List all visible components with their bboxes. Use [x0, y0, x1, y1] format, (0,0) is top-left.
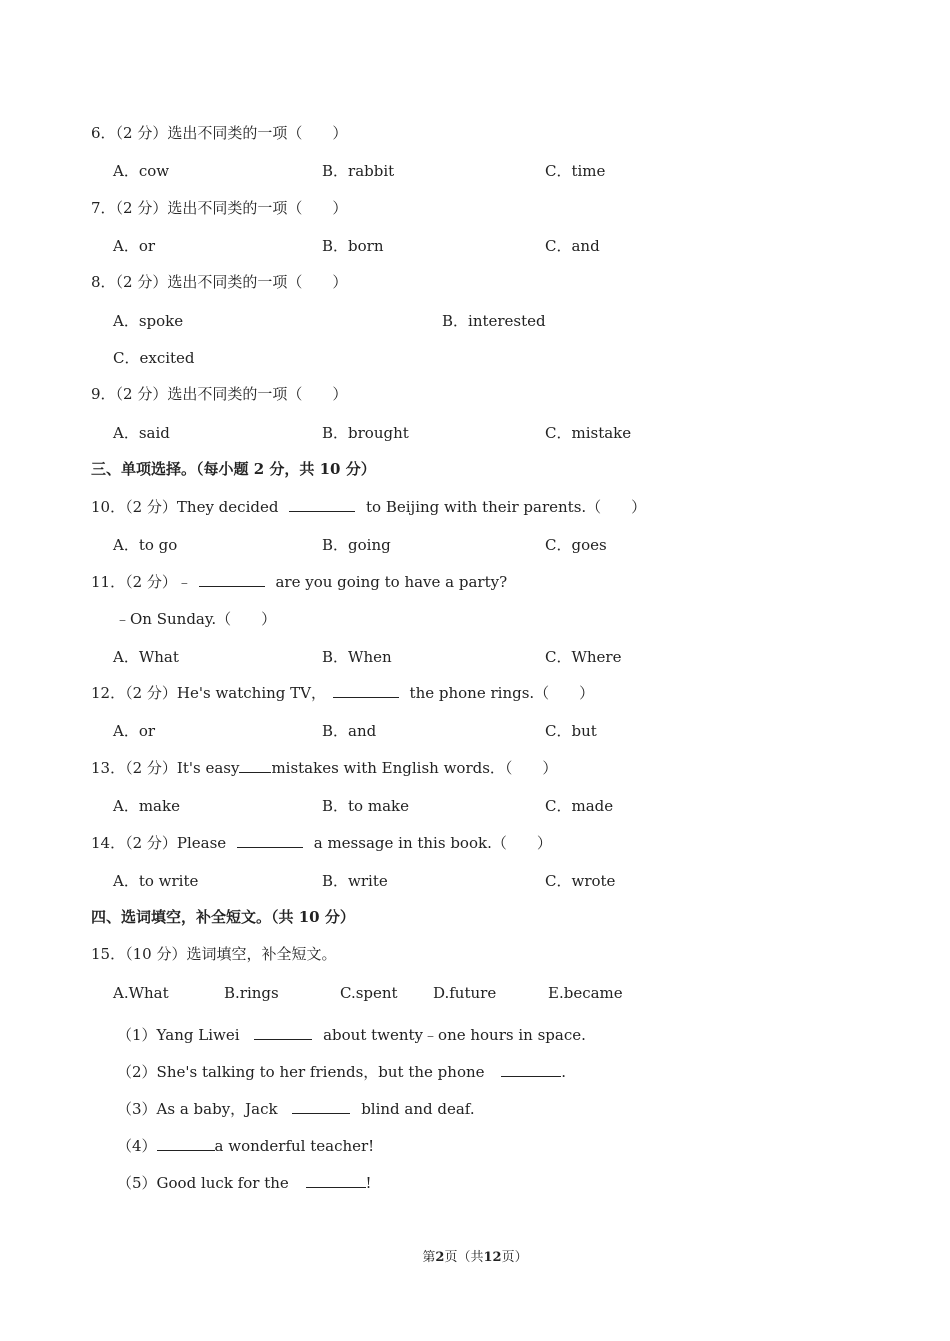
page-footer: [0, 1246, 950, 1265]
option-a[interactable]: A．to go: [113, 536, 178, 554]
option-b[interactable]: B．to make: [322, 797, 409, 815]
question-6: [0, 122, 950, 142]
fill-item-2: [0, 1061, 950, 1081]
stem-prefix: 13．（2 分）It's easy: [91, 759, 240, 777]
page-total: 12: [483, 1250, 502, 1265]
question-12: [0, 682, 950, 702]
footer-middle: 页（共: [444, 1250, 484, 1265]
question-stem: [91, 682, 594, 703]
question-stem: [91, 757, 557, 778]
question-stem: 7．（2 分）选出不同类的一项（ ）: [91, 199, 348, 217]
question-13: [0, 757, 950, 777]
option-a[interactable]: A．spoke: [113, 312, 184, 330]
question-stem: [91, 496, 646, 517]
stem-suffix: are you going to have a party?: [275, 573, 508, 591]
answer-blank[interactable]: [501, 1062, 561, 1077]
item-prefix: （2）She's talking to her friends，but the phone: [117, 1063, 485, 1081]
page-number: 2: [435, 1250, 445, 1265]
question-8-options-row1: [0, 310, 950, 330]
option-b[interactable]: B．and: [322, 722, 377, 740]
question-stem: 8．（2 分）选出不同类的一项（ ）: [91, 273, 348, 291]
question-15: [0, 943, 950, 963]
stem-suffix: to Beijing with their parents.（ ）: [366, 498, 647, 516]
question-stem: 6．（2 分）选出不同类的一项（ ）: [91, 124, 348, 142]
answer-blank[interactable]: [239, 758, 271, 773]
question-11: [0, 571, 950, 591]
question-14-options: [0, 870, 950, 890]
answer-blank[interactable]: [157, 1136, 215, 1151]
question-9-options: [0, 422, 950, 442]
question-10-options: [0, 534, 950, 554]
option-c[interactable]: C．time: [545, 162, 606, 180]
option-c[interactable]: C．mistake: [545, 424, 632, 442]
item-prefix: （4）: [117, 1137, 157, 1155]
stem-prefix: 12．（2 分）He's watching TV，: [91, 684, 326, 702]
question-13-options: [0, 795, 950, 815]
item-prefix: （1）Yang Liwei: [117, 1026, 240, 1044]
section-heading: 三、单项选择。（每小题 2 分，共 10 分）: [91, 460, 376, 478]
word-option: D.future: [433, 984, 497, 1002]
question-stem: 9．（2 分）选出不同类的一项（ ）: [91, 385, 348, 403]
option-a[interactable]: A．said: [113, 424, 170, 442]
fill-item-text: [117, 1098, 475, 1119]
option-a[interactable]: A．cow: [113, 162, 170, 180]
option-b[interactable]: B．When: [322, 648, 392, 666]
word-option: E.became: [548, 984, 623, 1002]
stem-suffix: mistakes with English words．（ ）: [271, 759, 558, 777]
item-suffix: a wonderful teacher!: [214, 1137, 375, 1155]
word-option: C.spent: [340, 984, 398, 1002]
word-option: B.rings: [224, 984, 279, 1002]
question-stem: 15．（10 分）选词填空，补全短文。: [91, 945, 337, 963]
fill-item-3: [0, 1098, 950, 1118]
item-prefix: （5）Good luck for the: [117, 1174, 289, 1192]
item-suffix: !: [365, 1174, 372, 1192]
answer-blank[interactable]: [254, 1025, 312, 1040]
answer-blank[interactable]: [306, 1173, 366, 1188]
option-c[interactable]: C．wrote: [545, 872, 616, 890]
footer-prefix: 第: [422, 1250, 436, 1265]
question-9: [0, 383, 950, 403]
stem-prefix: 11．（2 分）﹣: [91, 573, 192, 591]
option-b[interactable]: B．interested: [442, 312, 546, 330]
question-8-options-row2: [0, 347, 950, 367]
option-b[interactable]: B．brought: [322, 424, 409, 442]
option-a[interactable]: A．or: [113, 722, 156, 740]
item-suffix: .: [561, 1063, 567, 1081]
question-stem: [91, 832, 552, 853]
fill-item-text: [117, 1135, 374, 1156]
word-bank: [0, 984, 950, 1004]
dialogue-reply: ﹣On Sunday.（ ）: [115, 610, 277, 628]
fill-item-1: [0, 1024, 950, 1044]
section-3-heading: [0, 458, 950, 478]
question-11-line2: [0, 608, 950, 628]
option-b[interactable]: B．going: [322, 536, 391, 554]
fill-item-5: [0, 1172, 950, 1192]
question-14: [0, 832, 950, 852]
question-12-options: [0, 720, 950, 740]
fill-item-text: [117, 1024, 586, 1045]
fill-item-text: [117, 1061, 566, 1082]
item-prefix: （3）As a baby，Jack: [117, 1100, 278, 1118]
answer-blank[interactable]: [289, 497, 355, 512]
stem-suffix: the phone rings.（ ）: [409, 684, 595, 702]
option-c[interactable]: C．made: [545, 797, 614, 815]
question-10: [0, 496, 950, 516]
answer-blank[interactable]: [199, 572, 265, 587]
option-c[interactable]: C．and: [545, 237, 600, 255]
section-heading: 四、选词填空，补全短文。（共 10 分）: [91, 908, 355, 926]
question-11-options: [0, 646, 950, 666]
option-c[interactable]: C．Where: [545, 648, 622, 666]
option-a[interactable]: A．make: [113, 797, 180, 815]
stem-suffix: a message in this book.（ ）: [313, 834, 552, 852]
option-a[interactable]: A．or: [113, 237, 156, 255]
answer-blank[interactable]: [333, 683, 399, 698]
item-suffix: blind and deaf.: [361, 1100, 475, 1118]
question-6-options: [0, 160, 950, 180]
footer-suffix: 页）: [501, 1250, 528, 1265]
option-c[interactable]: C．excited: [113, 349, 195, 367]
option-b[interactable]: B．write: [322, 872, 388, 890]
option-b[interactable]: B．born: [322, 237, 384, 255]
option-b[interactable]: B．rabbit: [322, 162, 395, 180]
option-c[interactable]: C．goes: [545, 536, 607, 554]
stem-prefix: 10．（2 分）They decided: [91, 498, 279, 516]
item-suffix: about twenty﹣one hours in space.: [323, 1026, 586, 1044]
answer-blank[interactable]: [237, 833, 303, 848]
option-a[interactable]: A．What: [113, 648, 179, 666]
fill-item-text: [117, 1172, 372, 1193]
word-option: A.What: [113, 984, 169, 1002]
stem-prefix: 14．（2 分）Please: [91, 834, 227, 852]
answer-blank[interactable]: [292, 1099, 350, 1114]
question-7-options: [0, 235, 950, 255]
fill-item-4: [0, 1135, 950, 1155]
section-4-heading: [0, 906, 950, 926]
option-a[interactable]: A．to write: [113, 872, 199, 890]
question-stem: [91, 571, 507, 592]
question-8: [0, 271, 950, 291]
option-c[interactable]: C．but: [545, 722, 597, 740]
question-7: [0, 197, 950, 217]
